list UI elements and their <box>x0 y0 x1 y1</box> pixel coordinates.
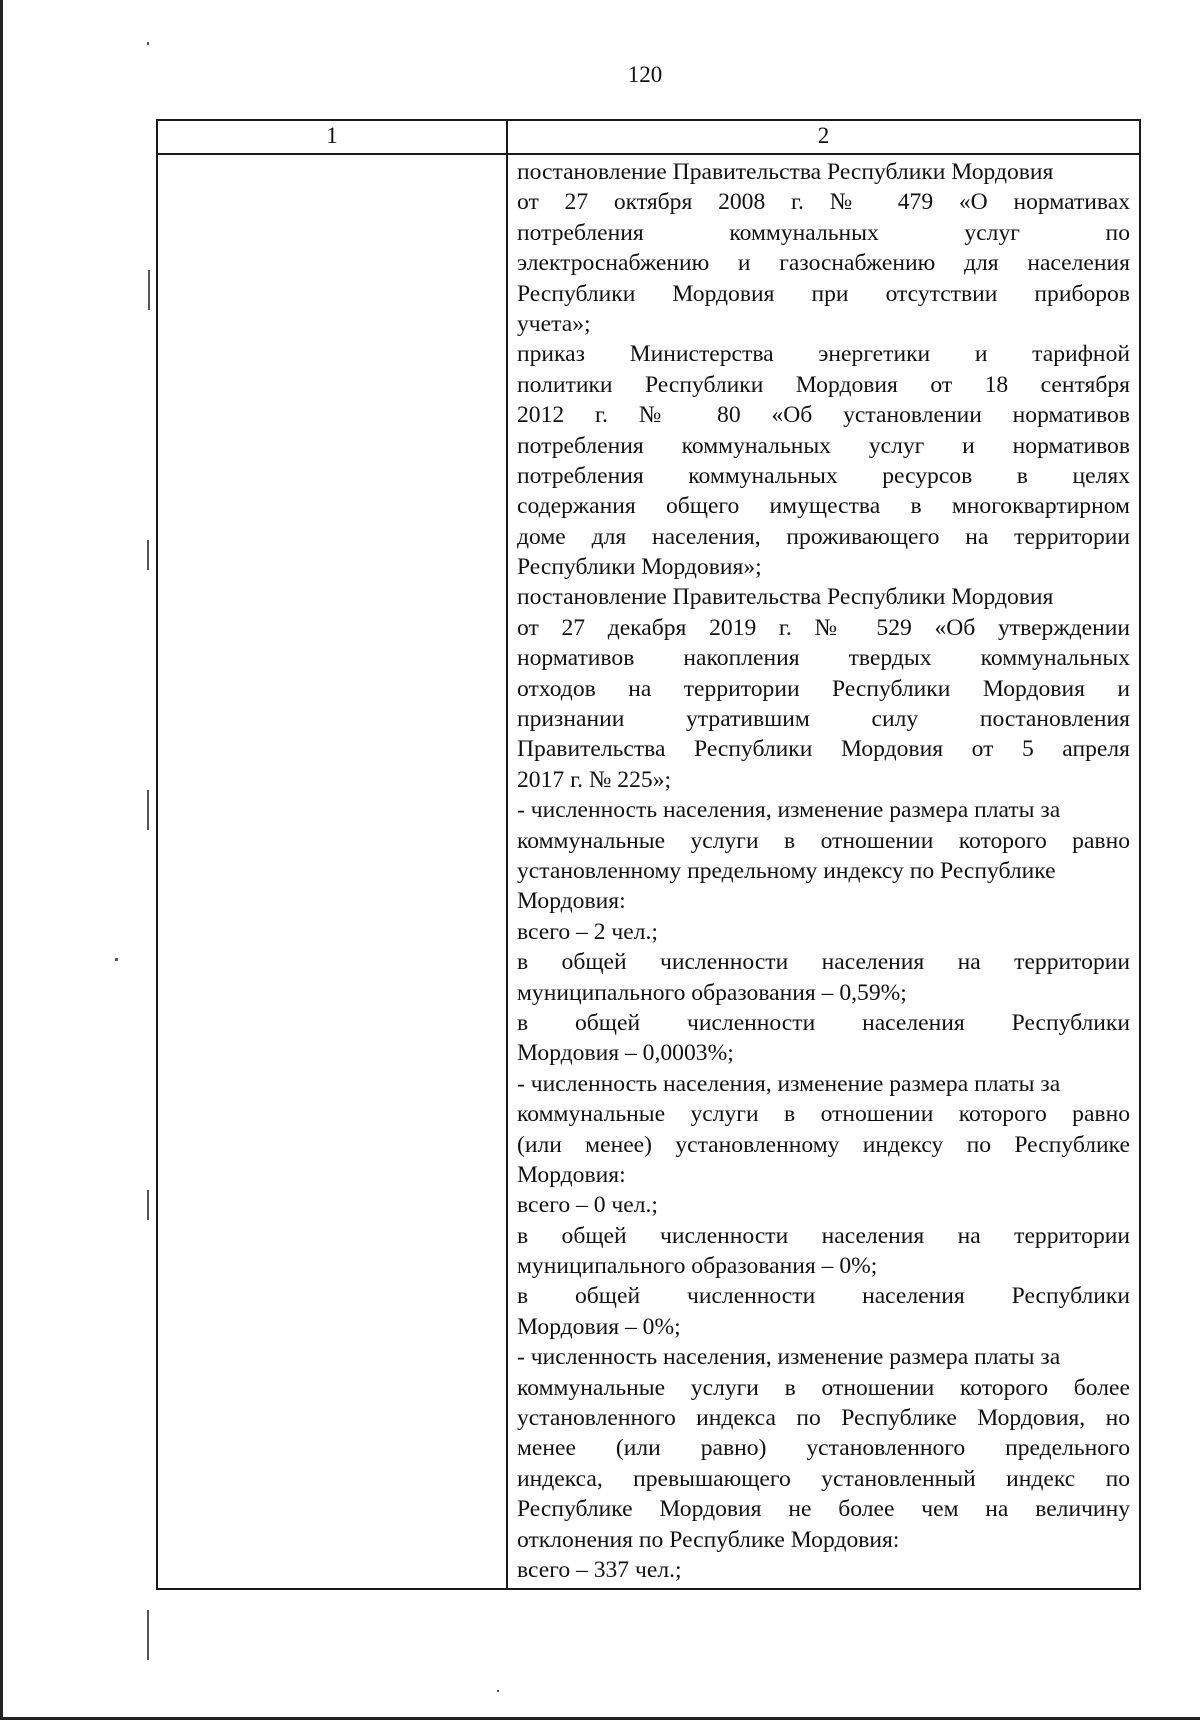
scan-speck <box>115 958 118 961</box>
text-line: доме для населения, проживающего на территории <box>517 523 1130 550</box>
text-line: Мордовия: <box>517 1161 626 1188</box>
scan-speck <box>147 1610 149 1660</box>
text-line: отходов на территории Республики Мордовия и <box>517 675 1130 702</box>
text-line: от 27 октября 2008 г. № 479 «О нормативах <box>517 189 1130 216</box>
text-line: муниципального образования – 0,59%; <box>517 979 907 1006</box>
text-line: признании утратившим силу постановления <box>517 706 1130 733</box>
text-line: установленного индекса по Республике Мордовия, но <box>517 1405 1130 1432</box>
scan-left-edge <box>0 0 3 1720</box>
text-line: электроснабжению и газоснабжению для населения <box>517 250 1130 277</box>
text-line: 2012 г. № 80 «Об установлении нормативов <box>517 402 1130 429</box>
text-line: Мордовия – 0,0003%; <box>517 1040 734 1067</box>
column-header-2: 2 <box>817 123 830 148</box>
text-line: отклонения по Республике Мордовия: <box>517 1526 900 1553</box>
text-line: всего – 2 чел.; <box>517 918 658 945</box>
text-line: индекса, превышающего установленный индекс по <box>517 1465 1130 1492</box>
text-line: коммунальные услуги в отношении которого равно <box>517 827 1130 854</box>
text-line: Республике Мордовия не более чем на величину <box>517 1496 1130 1523</box>
text-line: постановление Правительства Республики Мордовия <box>517 159 1054 185</box>
text-line: установленному предельному индексу по Республике <box>517 857 1056 884</box>
text-line: от 27 декабря 2019 г. № 529 «Об утверждении <box>517 614 1130 641</box>
column-divider <box>506 121 508 1588</box>
text-line: (или менее) установленному индексу по Республике <box>517 1131 1130 1158</box>
text-line: муниципального образования – 0%; <box>517 1253 878 1280</box>
text-line: в общей численности населения Республики <box>517 1283 1130 1310</box>
scan-speck <box>147 42 149 45</box>
text-line: - численность населения, изменение размера платы за <box>517 1070 1061 1097</box>
text-line: приказ Министерства энергетики и тарифной <box>517 341 1130 368</box>
scan-speck <box>497 1690 499 1692</box>
column-header-1: 1 <box>326 123 338 148</box>
text-line: Правительства Республики Мордовия от 5 апреля <box>517 736 1130 763</box>
text-line: в общей численности населения на территории <box>517 1222 1130 1249</box>
text-line: 2017 г. № 225»; <box>517 766 672 793</box>
text-line: - численность населения, изменение размера платы за <box>517 797 1061 824</box>
text-line: в общей численности населения Республики <box>517 1009 1130 1036</box>
text-line: в общей численности населения на территории <box>517 949 1130 976</box>
scan-speck <box>147 540 149 570</box>
text-line: коммунальные услуги в отношении которого более <box>517 1374 1130 1401</box>
text-line: - численность населения, изменение размера платы за <box>517 1344 1061 1371</box>
scan-speck <box>148 270 150 310</box>
text-line: коммунальные услуги в отношении которого равно <box>517 1101 1130 1128</box>
text-line: потребления коммунальных ресурсов в целях <box>517 462 1130 489</box>
table-header-row <box>158 121 1139 155</box>
page-number: 120 <box>627 62 663 87</box>
text-line: Мордовия – 0%; <box>517 1313 681 1340</box>
text-line: нормативов накопления твердых коммунальных <box>517 645 1130 672</box>
column-2-cell <box>517 157 1130 1585</box>
text-line: Мордовия: <box>517 888 626 915</box>
text-line: Республики Мордовия»; <box>517 554 762 581</box>
text-line: потребления коммунальных услуг по <box>517 219 1130 246</box>
text-line: политики Республики Мордовия от 18 сентября <box>517 371 1130 398</box>
text-line: Республики Мордовия при отсутствии приборов <box>517 280 1130 307</box>
text-line: постановление Правительства Республики Мордовия <box>517 584 1054 611</box>
document-table <box>156 119 1141 1590</box>
text-line: потребления коммунальных услуг и нормативов <box>517 432 1130 459</box>
text-line: учета»; <box>517 310 591 337</box>
text-line: менее (или равно) установленного предельного <box>517 1435 1130 1462</box>
text-line: всего – 0 чел.; <box>517 1192 658 1219</box>
scan-speck <box>147 790 149 830</box>
text-line: содержания общего имущества в многоквартирном <box>517 493 1130 520</box>
text-line: всего – 337 чел.; <box>517 1556 682 1583</box>
scan-speck <box>147 1190 149 1220</box>
